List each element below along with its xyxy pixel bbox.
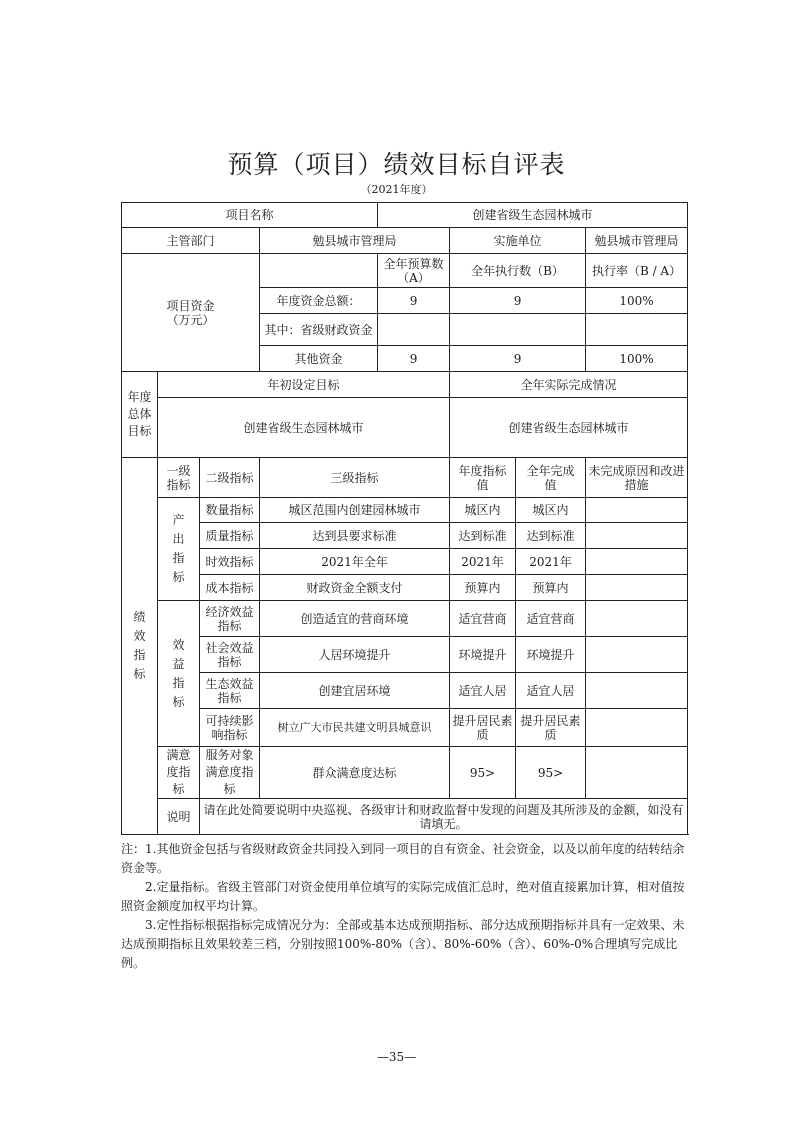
- indicator-l2: 服务对象满意度指标: [200, 747, 260, 799]
- funds-row-exec: [450, 314, 586, 346]
- indicator-l2: 可持续影响指标: [200, 709, 260, 747]
- indicator-l2: 质量指标: [200, 523, 260, 549]
- funds-row-budget: 9: [378, 346, 450, 372]
- funds-empty-header: [260, 254, 378, 288]
- footnote-2: 2.定量指标。省级主管部门对资金使用单位填写的实际完成值汇总时，绝对值直接累加计算，相对值按照资金额度加权平均计算。: [121, 880, 685, 913]
- indicator-l2: 经济效益指标: [200, 601, 260, 637]
- actual-header: 全年完成值: [516, 458, 586, 498]
- project-name-label: 项目名称: [122, 203, 378, 228]
- footnote-3: 3.定性指标根据指标完成情况分为：全部或基本达成预期指标、部分达成预期指标并具有一定效果、未达成预期指标且效果较差三档，分别按照100%-80%（含）、80%-60%（含）、60%-0%合理填写完成比例。: [121, 918, 685, 970]
- indicator-reason: [586, 498, 688, 523]
- indicator-l2: 社会效益指标: [200, 637, 260, 673]
- funds-label: 项目资金（万元）: [122, 254, 260, 372]
- indicator-target: 提升居民素质: [450, 709, 516, 747]
- indicator-target: 城区内: [450, 498, 516, 523]
- reason-header: 未完成原因和改进措施: [586, 458, 688, 498]
- remarks-text: 请在此处简要说明中央巡视、各级审计和财政监督中发现的问题及其所涉及的金额，如没有请填无。: [200, 799, 688, 835]
- impl-value: 勉县城市管理局: [586, 228, 688, 254]
- indicator-l3: 城区范围内创建园林城市: [260, 498, 450, 523]
- col-budget-header: 全年预算数（A）: [378, 254, 450, 288]
- indicator-target: 达到标准: [450, 523, 516, 549]
- indicator-reason: [586, 709, 688, 747]
- indicator-reason: [586, 549, 688, 575]
- indicator-actual: 2021年: [516, 549, 586, 575]
- footnote-1: 注：1.其他资金包括与省级财政资金共同投入到同一项目的自有资金、社会资金，以及以前年度的结转结余资金等。: [121, 842, 685, 875]
- funds-row-label: 其他资金: [260, 346, 378, 372]
- indicator-l3: 人居环境提升: [260, 637, 450, 673]
- goals-set-value: 创建省级生态园林城市: [158, 398, 450, 458]
- indicator-actual: 适宜人居: [516, 673, 586, 709]
- goals-actual-header: 全年实际完成情况: [450, 372, 688, 398]
- goals-set-header: 年初设定目标: [158, 372, 450, 398]
- indicator-l2: 数量指标: [200, 498, 260, 523]
- group-output-label: 产出指标: [158, 498, 200, 601]
- evaluation-table: [121, 202, 688, 835]
- indicator-actual: 95>: [516, 747, 586, 799]
- group-benefit-label: 效益指标: [158, 601, 200, 747]
- level2-header: 二级指标: [200, 458, 260, 498]
- remarks-label: 说明: [158, 799, 200, 835]
- indicator-l3: 群众满意度达标: [260, 747, 450, 799]
- funds-row-label: 年度资金总额：: [260, 288, 378, 314]
- indicator-target: 环境提升: [450, 637, 516, 673]
- indicator-actual: 适宜营商: [516, 601, 586, 637]
- level1-header: 一级指标: [158, 458, 200, 498]
- page-number: —35—: [376, 1050, 417, 1064]
- funds-row-exec: 9: [450, 346, 586, 372]
- impl-label: 实施单位: [450, 228, 586, 254]
- indicator-l2: 时效指标: [200, 549, 260, 575]
- indicator-l3: 财政资金全额支付: [260, 575, 450, 601]
- project-name-value: 创建省级生态园林城市: [378, 203, 688, 228]
- funds-row-exec: 9: [450, 288, 586, 314]
- funds-row-rate: 100%: [586, 346, 688, 372]
- funds-row-budget: 9: [378, 288, 450, 314]
- indicator-actual: 环境提升: [516, 637, 586, 673]
- indicator-target: 适宜人居: [450, 673, 516, 709]
- indicators-section-label: 绩效指标: [122, 458, 158, 835]
- funds-row-rate: 100%: [586, 288, 688, 314]
- target-header: 年度指标值: [450, 458, 516, 498]
- funds-row-label: 其中：省级财政资金: [260, 314, 378, 346]
- dept-value: 勉县城市管理局: [260, 228, 450, 254]
- indicator-l3: 树立广大市民共建文明县城意识: [260, 709, 450, 747]
- indicator-actual: 提升居民素质: [516, 709, 586, 747]
- indicator-l3: 创造适宜的营商环境: [260, 601, 450, 637]
- col-rate-header: 执行率（B / A）: [586, 254, 688, 288]
- footnotes: [121, 840, 687, 973]
- indicator-reason: [586, 575, 688, 601]
- indicator-reason: [586, 747, 688, 799]
- indicator-reason: [586, 673, 688, 709]
- indicator-l3: 2021年全年: [260, 549, 450, 575]
- indicator-l2: 成本指标: [200, 575, 260, 601]
- fiscal-year: （2021年度）: [360, 183, 433, 196]
- indicator-target: 适宜营商: [450, 601, 516, 637]
- goals-label: 年度总体目标: [122, 372, 158, 458]
- indicator-actual: 达到标准: [516, 523, 586, 549]
- funds-row-budget: [378, 314, 450, 346]
- indicator-actual: 城区内: [516, 498, 586, 523]
- indicator-actual: 预算内: [516, 575, 586, 601]
- level3-header: 三级指标: [260, 458, 450, 498]
- page-title: 预算（项目）绩效目标自评表: [227, 150, 566, 179]
- indicator-l2: 生态效益指标: [200, 673, 260, 709]
- group-satisfaction-label: 满意度指标: [158, 747, 200, 799]
- dept-label: 主管部门: [122, 228, 260, 254]
- indicator-reason: [586, 637, 688, 673]
- indicator-l3: 创建宜居环境: [260, 673, 450, 709]
- funds-row-rate: [586, 314, 688, 346]
- indicator-l3: 达到县要求标准: [260, 523, 450, 549]
- indicator-target: 预算内: [450, 575, 516, 601]
- indicator-target: 95>: [450, 747, 516, 799]
- col-exec-header: 全年执行数（B）: [450, 254, 586, 288]
- indicator-reason: [586, 601, 688, 637]
- goals-actual-value: 创建省级生态园林城市: [450, 398, 688, 458]
- indicator-target: 2021年: [450, 549, 516, 575]
- indicator-reason: [586, 523, 688, 549]
